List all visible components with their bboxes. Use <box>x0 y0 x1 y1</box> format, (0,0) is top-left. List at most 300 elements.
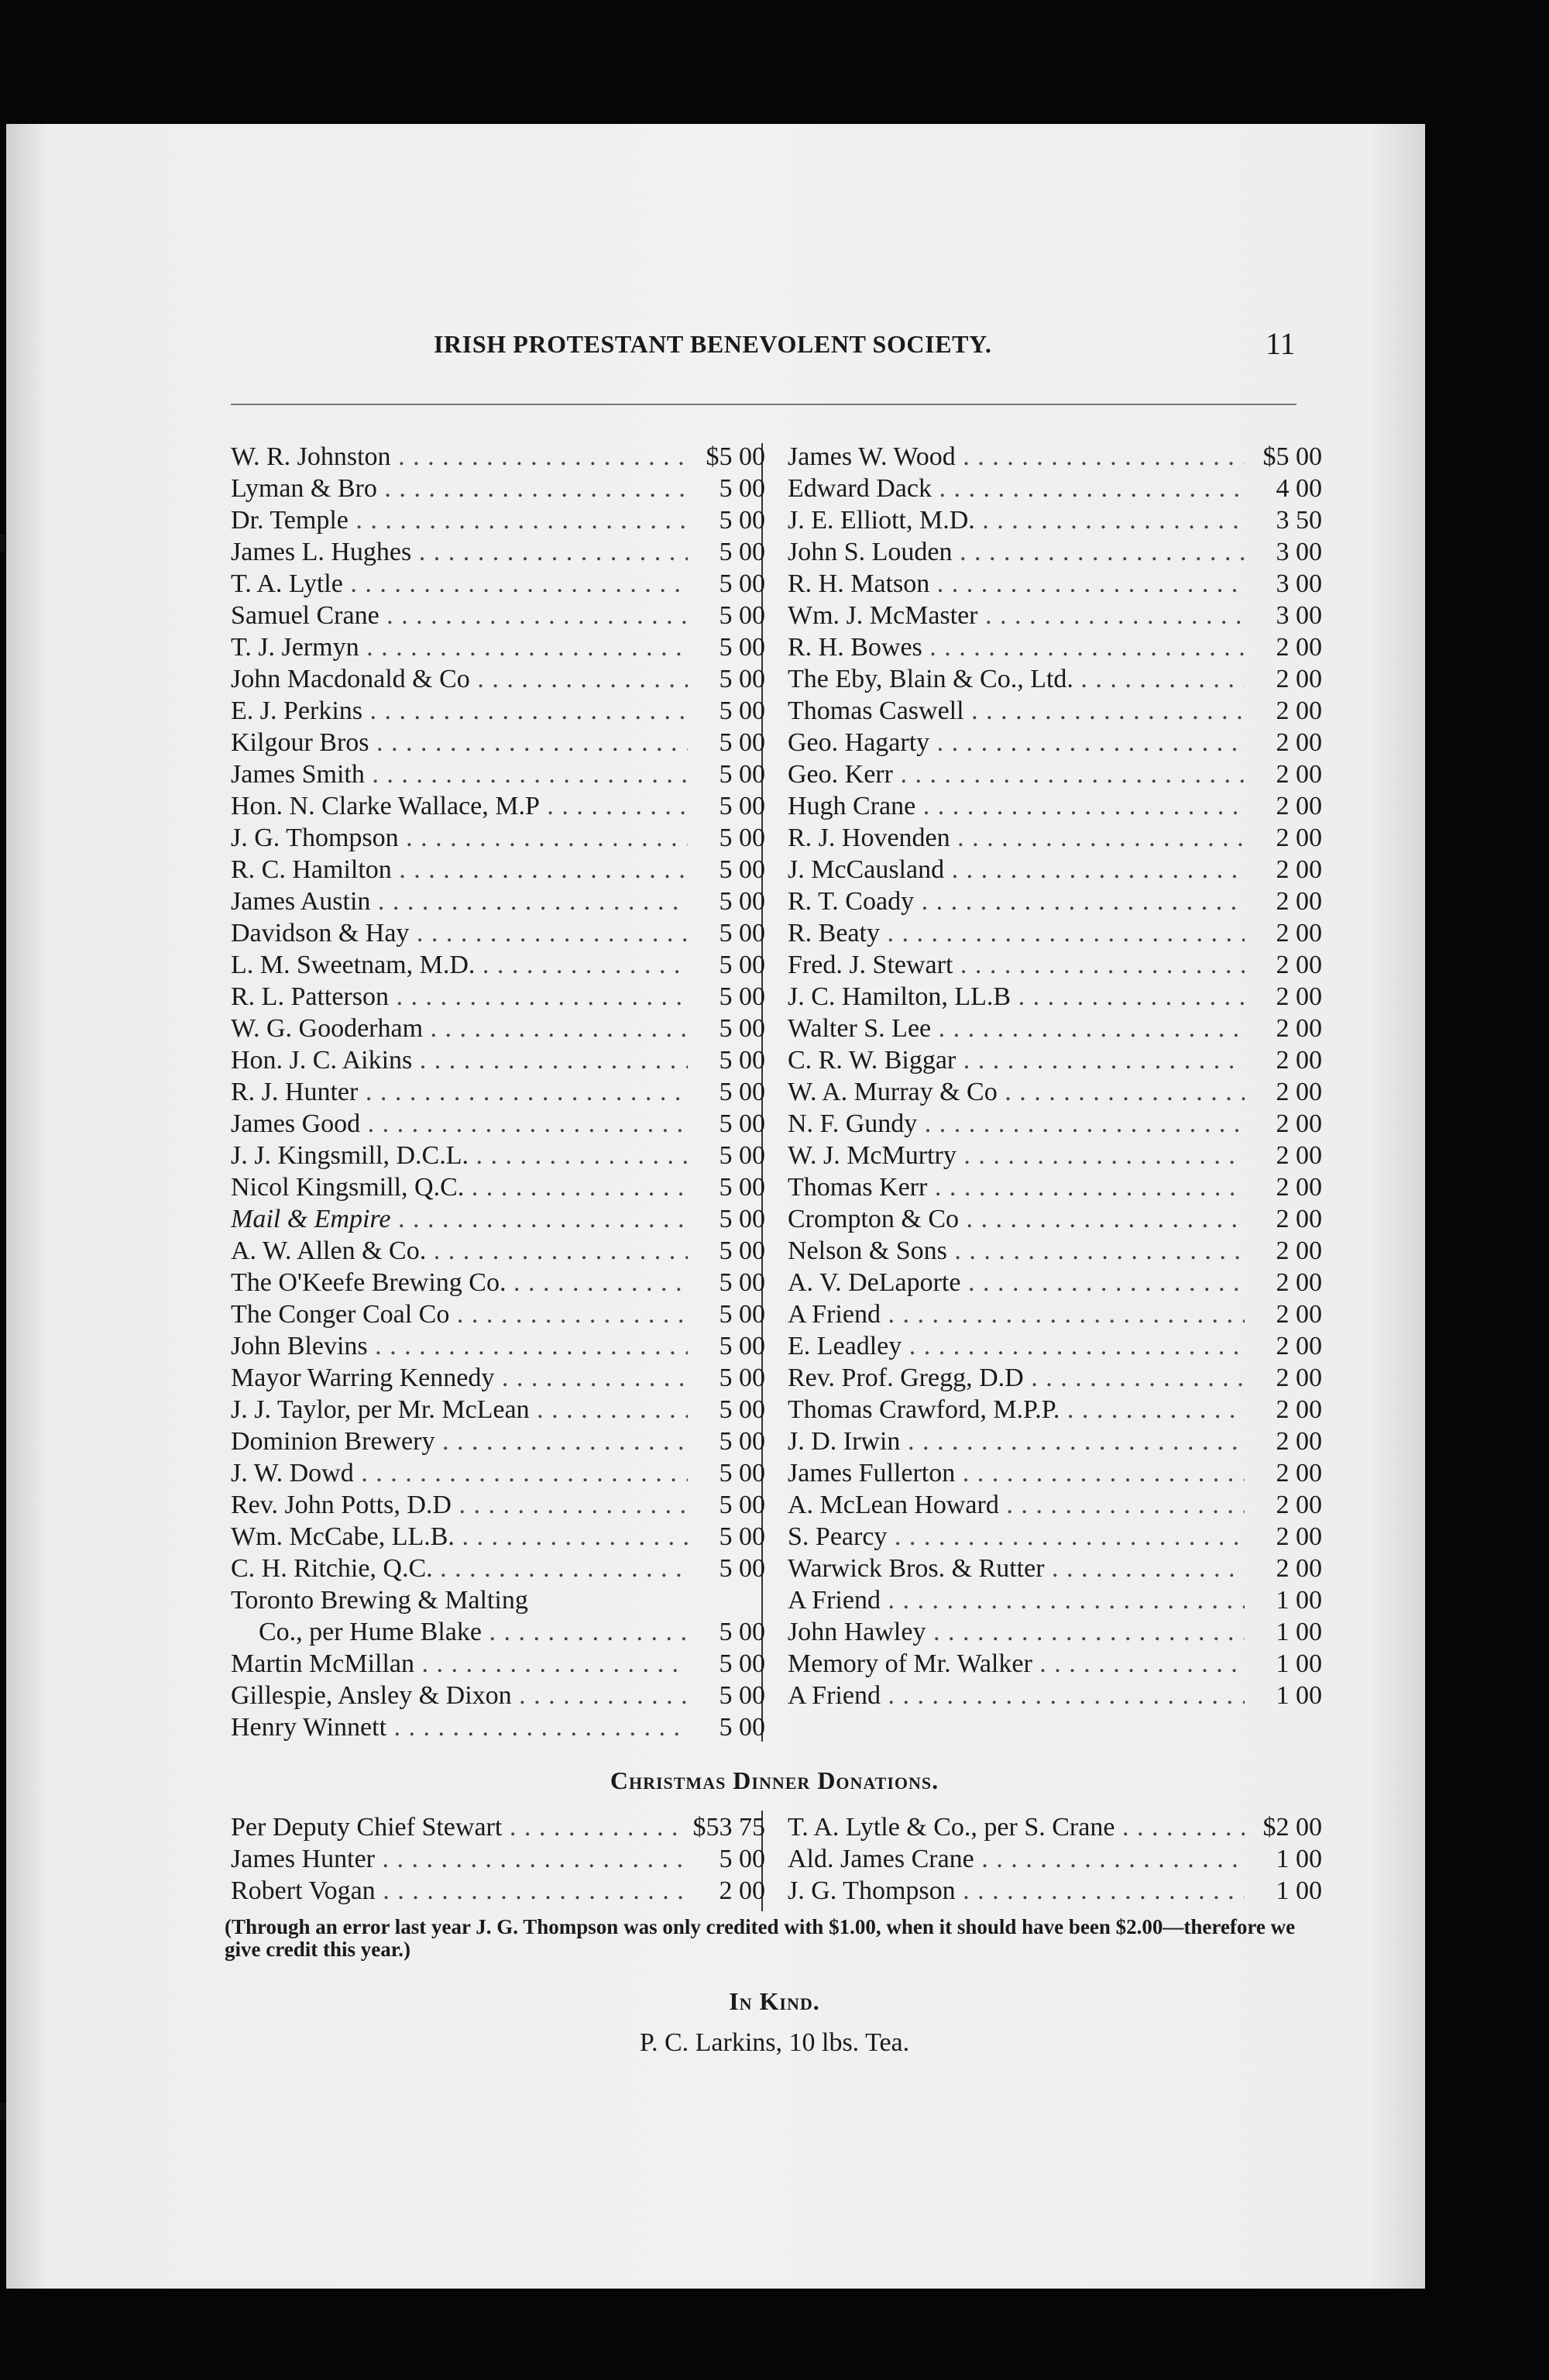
donation-row <box>788 1521 1322 1553</box>
donor-name: James Good <box>231 1109 361 1138</box>
donation-row <box>788 1298 1322 1330</box>
donation-amount: 4 00 <box>1276 474 1322 503</box>
donor-name: Lyman & Bro <box>231 474 377 503</box>
donation-amount: 2 00 <box>1276 1554 1322 1583</box>
dot-leader <box>231 1521 688 1553</box>
donation-amount: 2 00 <box>1276 1173 1322 1202</box>
dot-leader <box>231 1426 688 1457</box>
dot-leader <box>788 1875 1245 1907</box>
donation-row <box>231 1553 765 1584</box>
dot-leader <box>231 1811 688 1843</box>
donation-amount: 5 00 <box>719 696 765 725</box>
donation-amount: $2 00 <box>1262 1813 1322 1842</box>
donation-amount: 5 00 <box>719 760 765 789</box>
dot-leader <box>231 790 688 822</box>
dot-leader <box>231 1267 688 1298</box>
donation-row <box>788 1140 1322 1171</box>
donor-name: Thomas Crawford, M.P.P. <box>788 1395 1060 1424</box>
donor-name: John Macdonald & Co <box>231 665 470 693</box>
donation-row <box>231 1616 765 1648</box>
donation-row <box>231 790 765 822</box>
donor-name: Wm. McCabe, LL.B. <box>231 1522 455 1551</box>
donation-amount: 5 00 <box>719 1109 765 1138</box>
dot-leader <box>231 1076 688 1108</box>
dot-leader <box>788 1584 1245 1616</box>
donor-name: Dr. Temple <box>231 506 349 535</box>
donation-amount: 2 00 <box>1276 1427 1322 1456</box>
dot-leader <box>788 1489 1245 1521</box>
dot-leader <box>788 1140 1245 1171</box>
donation-row <box>231 1044 765 1076</box>
dot-leader <box>231 1203 688 1235</box>
dot-leader <box>231 1108 688 1140</box>
donation-row <box>788 1648 1322 1680</box>
donation-amount: 2 00 <box>1276 1109 1322 1138</box>
donation-amount: 2 00 <box>1276 824 1322 852</box>
donor-name: R. Beaty <box>788 919 880 948</box>
donation-amount: 2 00 <box>1276 982 1322 1011</box>
donation-amount: 5 00 <box>719 474 765 503</box>
donation-row <box>788 600 1322 631</box>
donation-row <box>231 949 765 981</box>
donor-name: Geo. Kerr <box>788 760 893 789</box>
donation-row <box>231 822 765 854</box>
donor-name: W. G. Gooderham <box>231 1014 424 1043</box>
donation-amount: 2 00 <box>1276 696 1322 725</box>
donor-name: R. C. Hamilton <box>231 855 392 884</box>
donation-row <box>231 1013 765 1044</box>
donation-row <box>788 1394 1322 1426</box>
dot-leader <box>788 1108 1245 1140</box>
donation-row <box>788 1203 1322 1235</box>
donation-row <box>231 1843 765 1875</box>
donation-amount: 5 00 <box>719 601 765 630</box>
donor-name: A. W. Allen & Co. <box>231 1236 427 1265</box>
donation-amount: 5 00 <box>719 1427 765 1456</box>
donation-amount: 2 00 <box>1276 1236 1322 1265</box>
donation-row <box>231 727 765 758</box>
donor-name: Kilgour Bros <box>231 728 369 757</box>
donation-amount: 3 00 <box>1276 569 1322 598</box>
dot-leader <box>788 1616 1245 1648</box>
dot-leader <box>788 917 1245 949</box>
donation-row <box>231 1584 765 1616</box>
donation-row <box>231 1362 765 1394</box>
dot-leader <box>231 822 688 854</box>
donor-name: Memory of Mr. Walker <box>788 1649 1032 1678</box>
donation-row <box>788 536 1322 568</box>
donor-name: R. L. Patterson <box>231 982 389 1011</box>
donation-row <box>788 663 1322 695</box>
donation-amount: 2 00 <box>719 1876 765 1905</box>
donor-name: The Eby, Blain & Co., Ltd. <box>788 665 1073 693</box>
donation-row <box>231 917 765 949</box>
donation-amount: 5 00 <box>719 1522 765 1551</box>
dot-leader <box>231 1843 688 1875</box>
dot-leader <box>788 1648 1245 1680</box>
donor-name: Mayor Warring Kennedy <box>231 1364 495 1392</box>
donation-amount: 1 00 <box>1276 1876 1322 1905</box>
donation-row <box>788 504 1322 536</box>
dot-leader <box>788 1521 1245 1553</box>
donation-amount: 5 00 <box>719 1173 765 1202</box>
donation-amount: 1 00 <box>1276 1586 1322 1615</box>
donor-name: Henry Winnett <box>231 1713 387 1742</box>
donation-amount: 5 00 <box>719 1046 765 1075</box>
donor-name: Nelson & Sons <box>788 1236 947 1265</box>
donation-row <box>231 1521 765 1553</box>
donor-name: W. A. Murray & Co <box>788 1078 998 1106</box>
donation-row <box>788 822 1322 854</box>
donation-amount: 2 00 <box>1276 1268 1322 1297</box>
donation-amount: 5 00 <box>719 633 765 662</box>
donor-name: A Friend <box>788 1300 881 1329</box>
donor-name: A Friend <box>788 1586 881 1615</box>
dot-leader <box>231 568 688 600</box>
donation-amount: 3 50 <box>1276 506 1322 535</box>
donation-row <box>231 473 765 504</box>
donor-name: W. J. McMurtry <box>788 1141 957 1170</box>
donation-amount: 1 00 <box>1276 1845 1322 1873</box>
dot-leader <box>231 758 688 790</box>
donor-name: Warwick Bros. & Rutter <box>788 1554 1045 1583</box>
donation-amount: 3 00 <box>1276 601 1322 630</box>
donation-row <box>788 473 1322 504</box>
donation-row <box>231 758 765 790</box>
dot-leader <box>788 1394 1245 1426</box>
donation-amount: 2 00 <box>1276 887 1322 916</box>
donation-amount: 2 00 <box>1276 1522 1322 1551</box>
dot-leader <box>231 1680 688 1711</box>
donation-row <box>231 441 765 473</box>
donation-row <box>231 886 765 917</box>
donor-name: Robert Vogan <box>231 1876 376 1905</box>
dot-leader <box>788 854 1245 886</box>
dot-leader <box>231 917 688 949</box>
dot-leader <box>788 790 1245 822</box>
dot-leader <box>788 695 1245 727</box>
donation-amount: 2 00 <box>1276 665 1322 693</box>
donor-name: R. H. Bowes <box>788 633 922 662</box>
donation-row <box>788 790 1322 822</box>
donation-amount: 5 00 <box>719 1491 765 1519</box>
donor-name: Fred. J. Stewart <box>788 951 953 979</box>
donation-row <box>788 1267 1322 1298</box>
donation-amount: 5 00 <box>719 1141 765 1170</box>
donation-row <box>788 886 1322 917</box>
donor-name: Per Deputy Chief Stewart <box>231 1813 503 1842</box>
donation-row <box>231 1711 765 1743</box>
donation-amount: $5 00 <box>706 442 765 471</box>
dot-leader <box>231 981 688 1013</box>
donation-amount: 5 00 <box>719 1649 765 1678</box>
donor-name: T. J. Jermyn <box>231 633 359 662</box>
donation-row <box>231 1426 765 1457</box>
dot-leader <box>788 441 1245 473</box>
running-header-title: IRISH PROTESTANT BENEVOLENT SOCIETY. <box>434 330 992 358</box>
in-kind-title: In Kind. <box>729 1987 820 2015</box>
donor-name: Samuel Crane <box>231 601 380 630</box>
dot-leader <box>788 1235 1245 1267</box>
dot-leader <box>788 1426 1245 1457</box>
donor-name: Toronto Brewing & Malting <box>231 1586 528 1615</box>
donation-amount: 2 00 <box>1276 1459 1322 1488</box>
donation-row <box>788 1362 1322 1394</box>
donation-amount: 5 00 <box>719 569 765 598</box>
left-donor-column <box>231 441 765 1743</box>
donation-amount: 2 00 <box>1276 951 1322 979</box>
in-kind-item: P. C. Larkins, 10 lbs. Tea. <box>639 2028 910 2057</box>
dot-leader <box>231 504 688 536</box>
dot-leader <box>788 1843 1245 1875</box>
dot-leader <box>231 536 688 568</box>
donation-amount: 5 00 <box>719 1300 765 1329</box>
donor-name: James Fullerton <box>788 1459 956 1488</box>
donation-row <box>231 1140 765 1171</box>
donor-name: The Conger Coal Co <box>231 1300 450 1329</box>
dot-leader <box>788 473 1245 504</box>
donation-row <box>788 695 1322 727</box>
donation-amount: 5 00 <box>719 506 765 535</box>
header-rule <box>231 404 1297 405</box>
donor-name: Geo. Hagarty <box>788 728 930 757</box>
dot-leader <box>788 1267 1245 1298</box>
donor-name: N. F. Gundy <box>788 1109 918 1138</box>
donor-name: R. H. Matson <box>788 569 930 598</box>
right-donor-column <box>788 441 1322 1711</box>
donation-amount: 2 00 <box>1276 633 1322 662</box>
donation-amount: 2 00 <box>1276 1078 1322 1106</box>
donation-row <box>788 1013 1322 1044</box>
donation-row <box>231 536 765 568</box>
dot-leader <box>788 822 1245 854</box>
donor-name: S. Pearcy <box>788 1522 888 1551</box>
donor-name: Thomas Kerr <box>788 1173 928 1202</box>
donation-amount: 2 00 <box>1276 1364 1322 1392</box>
dot-leader <box>231 1584 688 1616</box>
donation-row <box>231 854 765 886</box>
donation-amount: 5 00 <box>719 1395 765 1424</box>
donor-name: Ald. James Crane <box>788 1845 974 1873</box>
donation-amount: 2 00 <box>1276 1046 1322 1075</box>
dot-leader <box>788 886 1245 917</box>
donation-amount: 5 00 <box>719 1845 765 1873</box>
donation-row <box>788 631 1322 663</box>
donor-name: The O'Keefe Brewing Co. <box>231 1268 507 1297</box>
donor-name: E. Leadley <box>788 1332 902 1360</box>
dot-leader <box>231 1875 688 1907</box>
donation-row <box>231 1076 765 1108</box>
donation-row <box>788 1171 1322 1203</box>
donation-row <box>788 1330 1322 1362</box>
donation-amount: 5 00 <box>719 919 765 948</box>
dot-leader <box>231 1140 688 1171</box>
donation-amount: 2 00 <box>1276 1491 1322 1519</box>
donation-amount: 5 00 <box>719 1078 765 1106</box>
donor-name: Hon. N. Clarke Wallace, M.P <box>231 792 540 820</box>
donation-amount: 5 00 <box>719 1014 765 1043</box>
dot-leader <box>231 1553 688 1584</box>
donor-name: Davidson & Hay <box>231 919 410 948</box>
donor-name: Dominion Brewery <box>231 1427 435 1456</box>
donation-amount: 2 00 <box>1276 1300 1322 1329</box>
donation-row <box>231 1489 765 1521</box>
donation-row <box>788 917 1322 949</box>
dot-leader <box>231 1711 688 1743</box>
donor-name: Edward Dack <box>788 474 932 503</box>
donation-row <box>788 1426 1322 1457</box>
donation-row <box>231 1171 765 1203</box>
dot-leader <box>231 1616 688 1648</box>
donation-amount: 2 00 <box>1276 1141 1322 1170</box>
donation-row <box>788 727 1322 758</box>
donor-name: Gillespie, Ansley & Dixon <box>231 1681 512 1710</box>
dot-leader <box>231 1013 688 1044</box>
donation-row <box>231 1235 765 1267</box>
donation-row <box>231 1108 765 1140</box>
donation-amount: 5 00 <box>719 792 765 820</box>
donation-row <box>788 1076 1322 1108</box>
donation-amount: 5 00 <box>719 887 765 916</box>
donor-name: James L. Hughes <box>231 538 412 566</box>
donor-name: A Friend <box>788 1681 881 1710</box>
dot-leader <box>788 536 1245 568</box>
donor-name: J. E. Elliott, M.D. <box>788 506 975 535</box>
donation-amount: 1 00 <box>1276 1618 1322 1646</box>
donation-amount: 2 00 <box>1276 1395 1322 1424</box>
donation-row <box>231 568 765 600</box>
donation-row <box>788 441 1322 473</box>
donation-row <box>231 504 765 536</box>
donation-amount: 1 00 <box>1276 1681 1322 1710</box>
donor-name: J. J. Taylor, per Mr. McLean <box>231 1395 530 1424</box>
dot-leader <box>231 473 688 504</box>
dot-leader <box>788 663 1245 695</box>
donor-name: John Blevins <box>231 1332 368 1360</box>
dot-leader <box>788 981 1245 1013</box>
dot-leader <box>788 1013 1245 1044</box>
donation-row <box>231 663 765 695</box>
donation-row <box>788 568 1322 600</box>
donor-name: Co., per Hume Blake <box>231 1618 482 1646</box>
donation-amount: $53 75 <box>692 1813 765 1842</box>
donor-name: James Austin <box>231 887 371 916</box>
dot-leader <box>231 1394 688 1426</box>
dot-leader <box>788 1171 1245 1203</box>
donation-amount: 3 00 <box>1276 538 1322 566</box>
donation-row <box>231 695 765 727</box>
donor-name: A. V. DeLaporte <box>788 1268 961 1297</box>
donation-amount: 5 00 <box>719 665 765 693</box>
dot-leader <box>231 631 688 663</box>
donor-name: J. J. Kingsmill, D.C.L. <box>231 1141 469 1170</box>
dot-leader <box>231 695 688 727</box>
donor-name: J. C. Hamilton, LL.B <box>788 982 1011 1011</box>
donation-amount: $5 00 <box>1262 442 1322 471</box>
christmas-right-column <box>788 1811 1322 1907</box>
donation-row <box>788 1680 1322 1711</box>
dot-leader <box>231 1330 688 1362</box>
donation-amount: 5 00 <box>719 728 765 757</box>
dot-leader <box>231 441 688 473</box>
donation-amount: 5 00 <box>719 1554 765 1583</box>
donation-amount: 5 00 <box>719 1713 765 1742</box>
donation-row <box>231 1811 765 1843</box>
dot-leader <box>788 504 1245 536</box>
donation-amount: 5 00 <box>719 824 765 852</box>
donation-row <box>788 1235 1322 1267</box>
dot-leader <box>231 600 688 631</box>
dot-leader <box>231 1235 688 1267</box>
donation-amount: 5 00 <box>719 1681 765 1710</box>
donation-row <box>231 1330 765 1362</box>
donation-row <box>231 1298 765 1330</box>
donation-row <box>788 1616 1322 1648</box>
donation-row <box>788 1843 1322 1875</box>
donation-row <box>788 949 1322 981</box>
dot-leader <box>788 631 1245 663</box>
dot-leader <box>231 663 688 695</box>
donation-row <box>231 1457 765 1489</box>
donation-row <box>788 1584 1322 1616</box>
donor-name: T. A. Lytle <box>231 569 343 598</box>
donation-amount: 5 00 <box>719 1364 765 1392</box>
donation-amount: 5 00 <box>719 1332 765 1360</box>
dot-leader <box>788 758 1245 790</box>
dot-leader <box>231 1489 688 1521</box>
dot-leader <box>231 1171 688 1203</box>
dot-leader <box>788 1330 1245 1362</box>
donation-row <box>788 1553 1322 1584</box>
donation-row <box>788 1489 1322 1521</box>
donation-amount: 5 00 <box>719 1459 765 1488</box>
donor-name: T. A. Lytle & Co., per S. Crane <box>788 1813 1115 1842</box>
dot-leader <box>788 1362 1245 1394</box>
dot-leader <box>788 568 1245 600</box>
donation-amount: 5 00 <box>719 1618 765 1646</box>
donation-row <box>788 981 1322 1013</box>
dot-leader <box>231 1044 688 1076</box>
dot-leader <box>231 886 688 917</box>
dot-leader <box>231 1648 688 1680</box>
donor-name: Thomas Caswell <box>788 696 964 725</box>
donor-name: J. G. Thompson <box>231 824 399 852</box>
donation-row <box>231 1203 765 1235</box>
donor-name: Wm. J. McMaster <box>788 601 978 630</box>
dot-leader <box>231 854 688 886</box>
donation-row <box>231 631 765 663</box>
donor-name: Crompton & Co <box>788 1205 960 1233</box>
dot-leader <box>788 1680 1245 1711</box>
donation-amount: 5 00 <box>719 538 765 566</box>
donor-name: L. M. Sweetnam, M.D. <box>231 951 476 979</box>
donor-name: J. G. Thompson <box>788 1876 956 1905</box>
donor-name: J. McCausland <box>788 855 945 884</box>
donation-amount: 5 00 <box>719 1205 765 1233</box>
donation-amount: 5 00 <box>719 951 765 979</box>
donation-amount: 1 00 <box>1276 1649 1322 1678</box>
donor-name: John S. Louden <box>788 538 953 566</box>
donation-row <box>231 1875 765 1907</box>
donation-amount: 2 00 <box>1276 728 1322 757</box>
dot-leader <box>231 727 688 758</box>
dot-leader <box>231 1457 688 1489</box>
donor-name: Hon. J. C. Aikins <box>231 1046 413 1075</box>
donation-row <box>788 758 1322 790</box>
donor-name: John Hawley <box>788 1618 926 1646</box>
donor-name: James Hunter <box>231 1845 376 1873</box>
dot-leader <box>788 727 1245 758</box>
